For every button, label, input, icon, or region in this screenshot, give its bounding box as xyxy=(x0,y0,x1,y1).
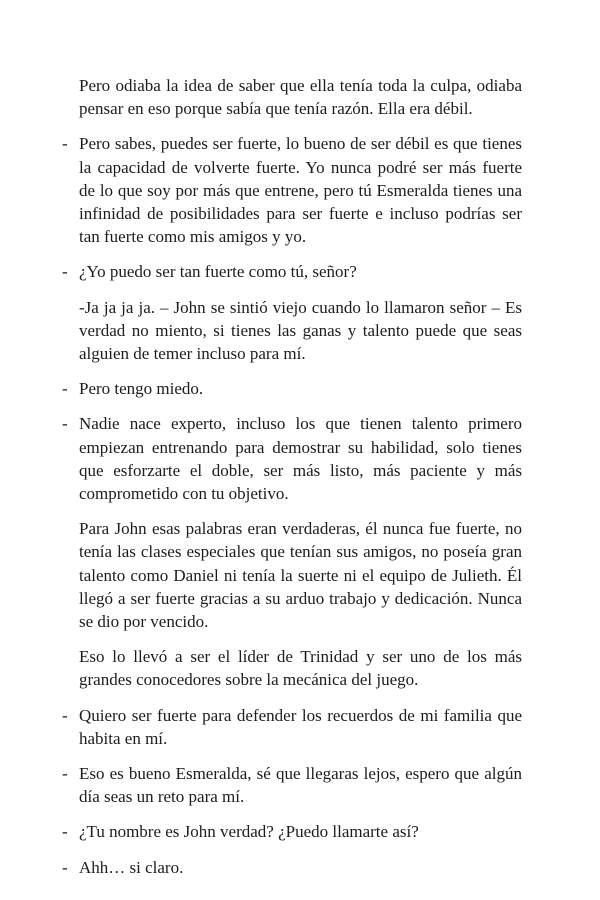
dialogue-dash: - xyxy=(62,414,68,434)
dialogue-text: Eso es bueno Esmeralda, sé que llegaras lejos, espero que algún día seas un reto para mí. xyxy=(79,764,522,807)
dialogue-text: Pero sabes, puedes ser fuerte, lo bueno de ser débil es que tienes la capacidad de volverte fuerte. Yo nunca podré ser más fuerte de lo que soy por más que entrene, pero tú Esmeralda tienes una infinidad de posibilidades para ser fuerte e incluso podrías ser tan fuerte como mis amigos y yo. xyxy=(79,134,522,247)
dialogue-line xyxy=(62,132,522,248)
dialogue-line xyxy=(62,820,522,843)
dialogue-text: Ahh… si claro. xyxy=(79,857,184,877)
dialogue-dash: - xyxy=(62,705,68,725)
dialogue-text: Quiero ser fuerte para defender los recuerdos de mi familia que habita en mí. xyxy=(79,705,522,748)
dialogue-line xyxy=(62,704,522,750)
body-text xyxy=(62,74,522,891)
dialogue-text: Pero tengo miedo. xyxy=(79,379,204,399)
dialogue-dash: - xyxy=(62,262,68,282)
dialogue-dash: - xyxy=(62,379,68,399)
dialogue-dash: - xyxy=(62,134,68,154)
paragraph: Para John esas palabras eran verdaderas, él nunca fue fuerte, no tenía las clases especiales que tenían sus amigos, no poseía gran talento como Daniel ni tenía la suerte ni el equipo de Julieth. Él llegó a ser fuerte gracias a su arduo trabajo y dedicación. Nunca se dio por vencido. xyxy=(79,519,522,632)
dialogue-line xyxy=(62,856,522,879)
dialogue-text: Nadie nace experto, incluso los que tienen talento primero empiezan entrenando para demostrar su habilidad, solo tienes que esforzarte el doble, ser más listo, más paciente y más comprometido con tu objetivo. xyxy=(79,414,522,504)
dialogue-text: ¿Yo puedo ser tan fuerte como tú, señor? xyxy=(79,262,357,282)
dialogue-dash: - xyxy=(62,857,68,877)
dialogue-text: ¿Tu nombre es John verdad? ¿Puedo llamarte así? xyxy=(79,822,419,842)
dialogue-line xyxy=(62,260,522,283)
paragraph: Eso lo llevó a ser el líder de Trinidad y ser uno de los más grandes conocedores sobre la mecánica del juego. xyxy=(79,647,522,690)
dialogue-dash: - xyxy=(62,764,68,784)
paragraph: -Ja ja ja ja. – John se sintió viejo cuando lo llamaron señor – Es verdad no miento, si tienes las ganas y talento puede que seas alguien de temer incluso para mí. xyxy=(79,297,522,364)
dialogue-line xyxy=(62,412,522,505)
dialogue-dash: - xyxy=(62,822,68,842)
dialogue-line xyxy=(62,762,522,808)
dialogue-line xyxy=(62,377,522,400)
paragraph: Pero odiaba la idea de saber que ella tenía toda la culpa, odiaba pensar en eso porque sabía que tenía razón. Ella era débil. xyxy=(79,76,522,119)
